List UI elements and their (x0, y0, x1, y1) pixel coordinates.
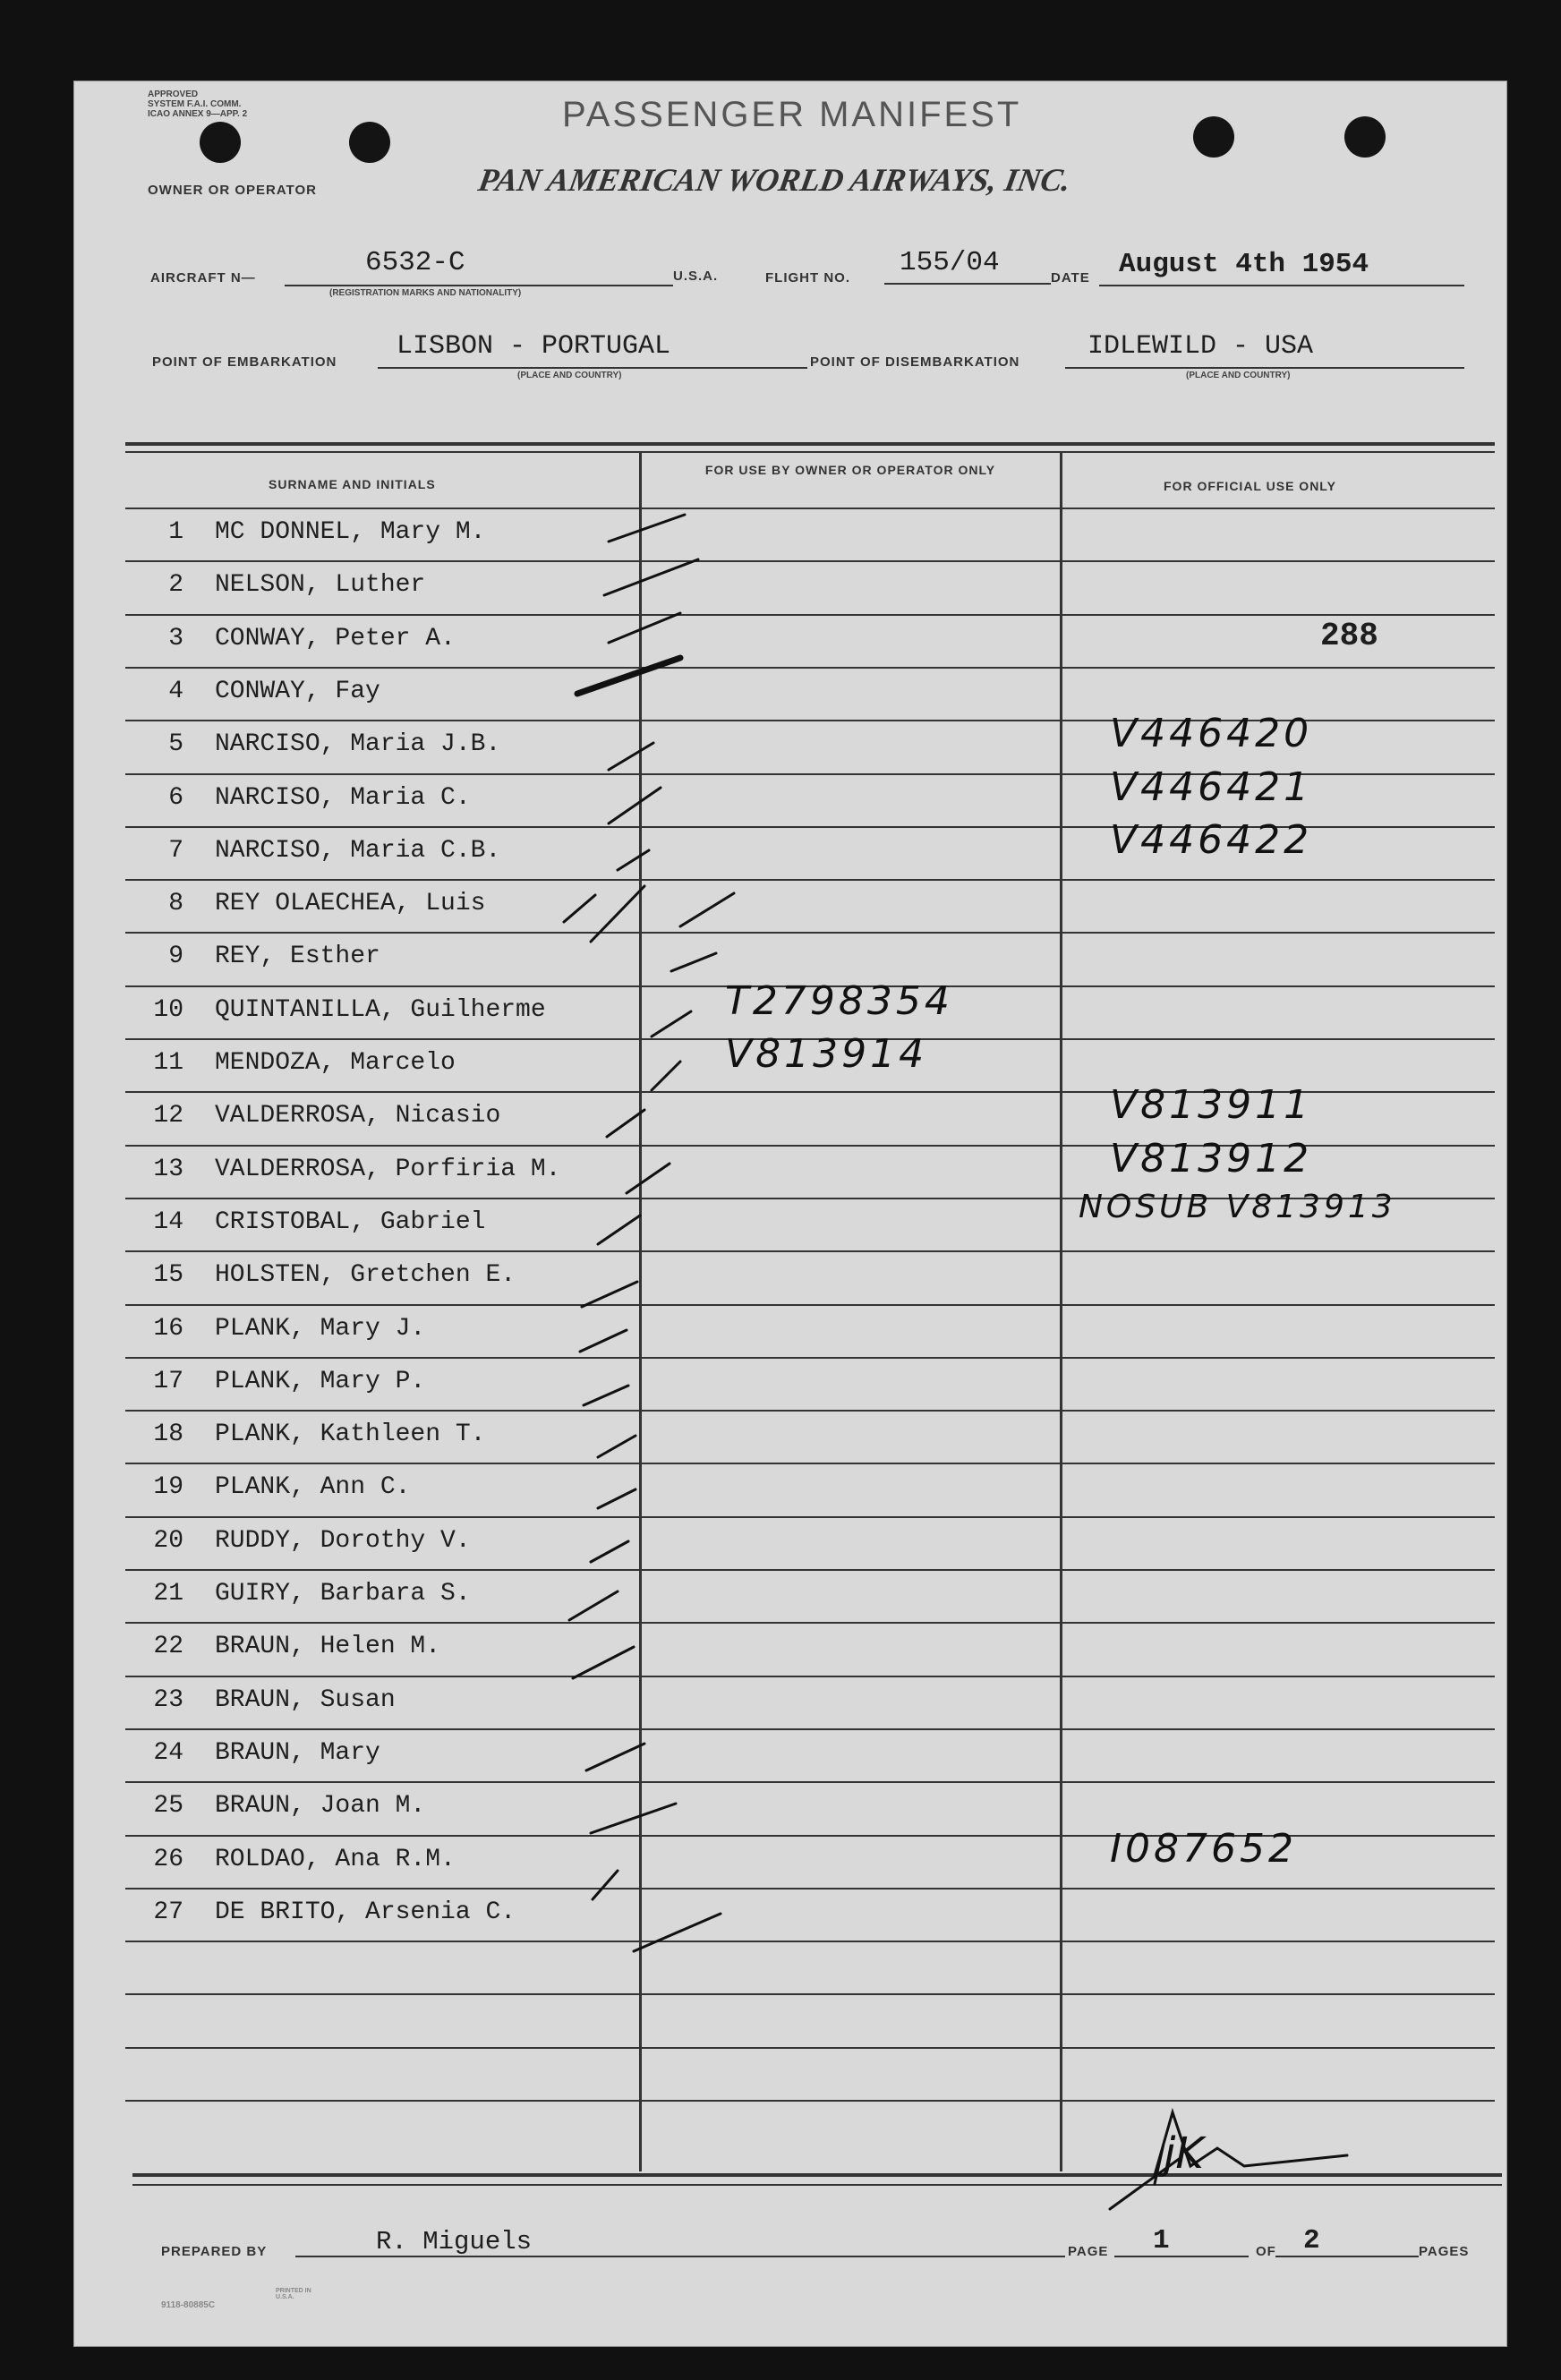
passenger-number: 13 (153, 1156, 183, 1183)
column-header-official-use: FOR OFFICIAL USE ONLY (1164, 479, 1336, 493)
passenger-number: 18 (153, 1420, 183, 1448)
page-title: PASSENGER MANIFEST (562, 95, 1022, 134)
check-mark (609, 743, 653, 770)
of-label: OF (1256, 2244, 1276, 2259)
passenger-number: 25 (153, 1792, 183, 1820)
passenger-number: 3 (168, 625, 183, 653)
passenger-number: 5 (168, 730, 183, 758)
approval-line: SYSTEM F.A.I. COMM. (148, 99, 242, 109)
passenger-number: 14 (153, 1208, 183, 1236)
passenger-name: MENDOZA, Marcelo (215, 1049, 456, 1077)
form-code: 9118-80885C (161, 2300, 216, 2310)
embarkation-value: LISBON - PORTUGAL (397, 331, 671, 362)
owner-use-entry: V813914 (725, 1031, 928, 1077)
prepared-label: PREPARED BY (161, 2244, 268, 2259)
passenger-number: 2 (168, 571, 183, 599)
passenger-number: 16 (153, 1315, 183, 1343)
aircraft-value: 6532-C (365, 247, 465, 278)
check-mark (564, 886, 644, 942)
passenger-number: 22 (153, 1633, 183, 1660)
check-mark (671, 953, 716, 971)
official-use-entry: NOSUB V813913 (1079, 1189, 1396, 1225)
passenger-number: 23 (153, 1686, 183, 1714)
approval-line: APPROVED (148, 90, 199, 99)
check-mark (607, 1110, 644, 1137)
passenger-name: HOLSTEN, Gretchen E. (215, 1261, 516, 1289)
of-value: 2 (1303, 2225, 1320, 2256)
passenger-number: 10 (153, 996, 183, 1024)
passenger-name: PLANK, Kathleen T. (215, 1420, 486, 1448)
column-header-surname: SURNAME AND INITIALS (269, 477, 436, 491)
passenger-number: 7 (168, 837, 183, 865)
owner-use-entry: T2798354 (725, 978, 953, 1024)
prepared-value: R. Miguels (376, 2227, 533, 2256)
passenger-name: GUIRY, Barbara S. (215, 1580, 471, 1608)
disembarkation-label: POINT OF DISEMBARKATION (810, 354, 1020, 370)
passenger-number: 20 (153, 1527, 183, 1555)
check-mark (652, 1011, 691, 1036)
passenger-name: MC DONNEL, Mary M. (215, 518, 486, 546)
check-mark (609, 515, 685, 542)
passenger-name: BRAUN, Helen M. (215, 1633, 441, 1660)
passenger-name: PLANK, Ann C. (215, 1473, 411, 1501)
aircraft-suffix: U.S.A. (673, 269, 719, 284)
aircraft-sublabel: (REGISTRATION MARKS AND NATIONALITY) (329, 288, 522, 298)
passenger-name: NARCISO, Maria C. (215, 784, 471, 812)
passenger-number: 19 (153, 1473, 183, 1501)
passenger-name: NELSON, Luther (215, 571, 426, 599)
passenger-name: PLANK, Mary P. (215, 1368, 426, 1395)
approval-line: ICAO ANNEX 9—APP. 2 (148, 109, 248, 119)
passenger-number: 21 (153, 1580, 183, 1608)
passenger-name: NARCISO, Maria J.B. (215, 730, 501, 758)
check-mark (584, 1386, 628, 1405)
passenger-name: REY OLAECHEA, Luis (215, 890, 486, 917)
passenger-name: BRAUN, Joan M. (215, 1792, 426, 1820)
passenger-number: 17 (153, 1368, 183, 1395)
check-mark (680, 893, 734, 926)
check-mark (580, 1330, 627, 1352)
passenger-name: CRISTOBAL, Gabriel (215, 1208, 486, 1236)
check-mark (627, 1164, 670, 1193)
passenger-name: CONWAY, Fay (215, 678, 380, 705)
passenger-name: NARCISO, Maria C.B. (215, 837, 501, 865)
signature-initials: jK (1164, 2128, 1204, 2179)
passenger-name: DE BRITO, Arsenia C. (215, 1898, 516, 1926)
passenger-name: VALDERROSA, Porfiria M. (215, 1156, 561, 1183)
official-use-entry: I087652 (1110, 1826, 1297, 1872)
check-mark (591, 1541, 628, 1562)
check-mark (598, 1436, 635, 1457)
passenger-number: 24 (153, 1739, 183, 1767)
flight-label: FLIGHT NO. (765, 270, 850, 286)
page-value: 1 (1153, 2225, 1170, 2256)
official-use-entry: V446421 (1110, 764, 1313, 810)
check-mark (652, 1062, 680, 1090)
passenger-number: 4 (168, 678, 183, 705)
official-use-entry: V446420 (1110, 711, 1313, 756)
official-use-entry: V813911 (1110, 1082, 1313, 1128)
check-mark (577, 658, 680, 694)
passenger-name: QUINTANILLA, Guilherme (215, 996, 546, 1024)
official-use-entry: V813912 (1110, 1136, 1313, 1181)
passenger-name: PLANK, Mary J. (215, 1315, 426, 1343)
official-use-entry: V446422 (1110, 817, 1313, 863)
check-mark (618, 850, 649, 870)
owner-label: OWNER OR OPERATOR (148, 183, 317, 198)
check-mark (591, 1804, 676, 1833)
passenger-name: CONWAY, Peter A. (215, 625, 456, 653)
disembarkation-value: IDLEWILD - USA (1088, 331, 1314, 362)
passenger-number: 6 (168, 784, 183, 812)
passenger-number: 27 (153, 1898, 183, 1926)
check-mark (598, 1216, 640, 1244)
check-mark (598, 1489, 635, 1508)
check-mark (609, 788, 661, 823)
passenger-number: 9 (168, 943, 183, 970)
official-use-entry: 288 (1320, 618, 1378, 654)
printed-mark: PRINTED IN U.S.A. (276, 2288, 311, 2300)
embarkation-sublabel: (PLACE AND COUNTRY) (517, 371, 622, 380)
check-mark (604, 559, 698, 595)
passenger-number: 26 (153, 1846, 183, 1873)
check-mark (634, 1914, 721, 1951)
passenger-name: REY, Esther (215, 943, 380, 970)
owner-name: PAN AMERICAN WORLD AIRWAYS, INC. (475, 162, 1074, 198)
passenger-number: 12 (153, 1102, 183, 1130)
passenger-name: BRAUN, Susan (215, 1686, 396, 1714)
passenger-number: 15 (153, 1261, 183, 1289)
page-label: PAGE (1068, 2244, 1109, 2259)
passenger-name: BRAUN, Mary (215, 1739, 380, 1767)
flight-value: 155/04 (900, 247, 1000, 278)
date-label: DATE (1051, 270, 1090, 286)
passenger-name: ROLDAO, Ana R.M. (215, 1846, 456, 1873)
aircraft-label: AIRCRAFT N— (150, 270, 256, 286)
signature (1110, 2112, 1347, 2209)
passenger-name: RUDDY, Dorothy V. (215, 1527, 471, 1555)
passenger-number: 1 (168, 518, 183, 546)
passenger-number: 11 (153, 1049, 183, 1077)
column-header-owner-use: FOR USE BY OWNER OR OPERATOR ONLY (704, 463, 996, 477)
date-value: August 4th 1954 (1119, 249, 1369, 280)
embarkation-label: POINT OF EMBARKATION (152, 354, 337, 370)
check-mark (582, 1282, 637, 1307)
passenger-name: VALDERROSA, Nicasio (215, 1102, 501, 1130)
passenger-number: 8 (168, 890, 183, 917)
check-mark (586, 1744, 644, 1770)
disembarkation-sublabel: (PLACE AND COUNTRY) (1186, 371, 1291, 380)
pages-label: PAGES (1419, 2244, 1470, 2259)
check-mark (609, 613, 680, 643)
check-mark (593, 1871, 618, 1899)
check-mark (573, 1647, 634, 1678)
check-mark (569, 1591, 618, 1620)
